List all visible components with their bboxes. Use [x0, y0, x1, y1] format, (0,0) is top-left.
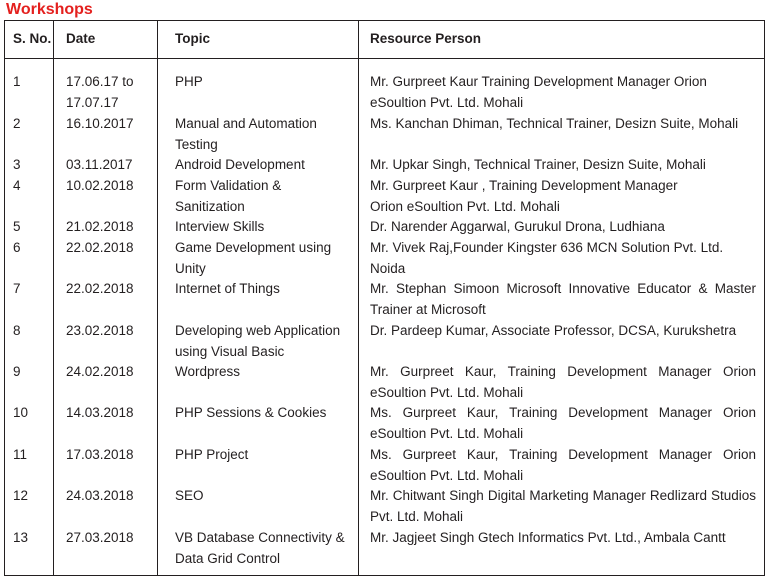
cell-topic: Developing web Application using Visual Basic [175, 323, 341, 359]
cell-sno: 12 [13, 488, 29, 503]
cell-date: 14.03.2018 [66, 405, 134, 420]
cell-date: 16.10.2017 [66, 116, 134, 131]
cell-sno: 5 [13, 219, 21, 234]
column-divider [157, 21, 158, 575]
workshops-table [4, 20, 765, 576]
cell-topic: PHP Project [175, 447, 249, 462]
cell-resource-person: Dr. Narender Aggarwal, Gurukul Drona, Ludhiana [370, 219, 665, 234]
cell-date: 27.03.2018 [66, 530, 134, 545]
cell-date: 24.03.2018 [66, 488, 134, 503]
cell-sno: 7 [13, 281, 21, 296]
cell-date: 10.02.2018 [66, 178, 134, 193]
cell-sno: 10 [13, 405, 29, 420]
cell-topic: Game Development using Unity [175, 240, 332, 276]
cell-resource-person: Mr. Chitwant Singh Digital Marketing Manager Redlizard Studios Pvt. Ltd. Mohali [370, 488, 756, 524]
cell-resource-person: Dr. Pardeep Kumar, Associate Professor, DCSA, Kurukshetra [370, 323, 737, 338]
cell-resource-person: Mr. Stephan Simoon Microsoft Innovative Educator & Master Trainer at Microsoft [370, 281, 756, 317]
header-divider [5, 58, 764, 59]
cell-topic: SEO [175, 488, 204, 503]
cell-sno: 2 [13, 116, 21, 131]
cell-resource-person: Mr. Gurpreet Kaur Training Development Manager Orion eSoultion Pvt. Ltd. Mohali [370, 74, 707, 110]
cell-date: 03.11.2017 [66, 157, 133, 172]
cell-resource-person: Ms. Gurpreet Kaur, Training Development Manager Orion eSoultion Pvt. Ltd. Mohali [370, 447, 756, 483]
cell-sno: 11 [13, 447, 28, 462]
cell-topic: Wordpress [175, 364, 241, 379]
cell-sno: 13 [13, 530, 29, 545]
cell-sno: 9 [13, 364, 21, 379]
cell-sno: 6 [13, 240, 21, 255]
cell-resource-person: Ms. Gurpreet Kaur, Training Development Manager Orion eSoultion Pvt. Ltd. Mohali [370, 405, 756, 441]
cell-date: 21.02.2018 [66, 219, 134, 234]
cell-topic: Form Validation & Sanitization [175, 178, 282, 214]
cell-resource-person: Ms. Kanchan Dhiman, Technical Trainer, Desizn Suite, Mohali [370, 116, 739, 131]
cell-topic: Manual and Automation Testing [175, 116, 317, 152]
cell-resource-person: Mr. Jagjeet Singh Gtech Informatics Pvt. Ltd., Ambala Cantt [370, 530, 726, 545]
cell-topic: Android Development [175, 157, 305, 172]
cell-sno: 3 [13, 157, 21, 172]
section-title: Workshops [6, 1, 93, 18]
cell-resource-person: Mr. Upkar Singh, Technical Trainer, Desizn Suite, Mohali [370, 157, 706, 172]
column-divider [53, 21, 54, 575]
cell-sno: 4 [13, 178, 21, 193]
cell-resource-person: Mr. Gurpreet Kaur, Training Development Manager Orion eSoultion Pvt. Ltd. Mohali [370, 364, 756, 400]
header-resource-person: Resource Person [370, 31, 482, 46]
cell-sno: 1 [13, 74, 21, 89]
column-divider [358, 21, 359, 575]
cell-sno: 8 [13, 323, 21, 338]
cell-date: 17.06.17 to 17.07.17 [66, 74, 134, 110]
header-date: Date [66, 31, 96, 46]
cell-topic: PHP Sessions & Cookies [175, 405, 327, 420]
header-topic: Topic [175, 31, 210, 46]
header-sno: S. No. [13, 31, 52, 46]
cell-date: 22.02.2018 [66, 281, 134, 296]
cell-resource-person: Mr. Vivek Raj,Founder Kingster 636 MCN Solution Pvt. Ltd. Noida [370, 240, 724, 276]
cell-resource-person: Mr. Gurpreet Kaur , Training Development Manager Orion eSoultion Pvt. Ltd. Mohali [370, 178, 678, 214]
cell-topic: Internet of Things [175, 281, 280, 296]
cell-date: 17.03.2018 [66, 447, 134, 462]
cell-date: 23.02.2018 [66, 323, 134, 338]
cell-topic: Interview Skills [175, 219, 265, 234]
cell-date: 22.02.2018 [66, 240, 134, 255]
cell-date: 24.02.2018 [66, 364, 134, 379]
cell-topic: PHP [175, 74, 203, 89]
cell-topic: VB Database Connectivity & Data Grid Control [175, 530, 345, 566]
